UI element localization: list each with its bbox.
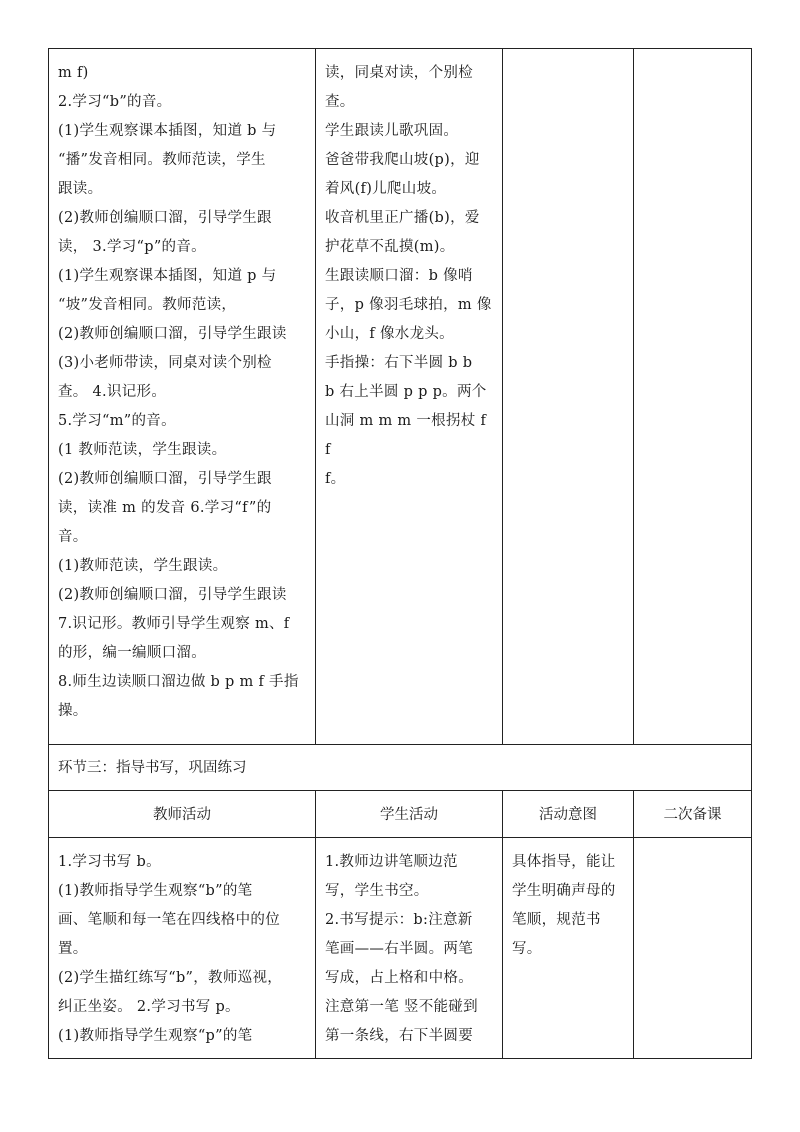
text-line: “坡”发音相同。教师范读， bbox=[58, 297, 237, 313]
text-line: 的形，编一编顺口溜。 bbox=[58, 645, 206, 661]
text-line: (2)学生描红练写“b”，教师巡视， bbox=[58, 970, 283, 986]
text-line: 读，同桌对读，个别检 bbox=[325, 65, 473, 81]
header-student-activity bbox=[315, 790, 503, 838]
header-student-label: 学生活动 bbox=[380, 807, 438, 823]
text-line: 置。 bbox=[58, 941, 88, 957]
text-line: 画、笔顺和每一笔在四线格中的位 bbox=[58, 912, 280, 928]
text-line: f。 bbox=[325, 471, 346, 487]
text-line: 读，读准 m 的发音 6.学习“f”的 bbox=[58, 500, 272, 516]
text-line: 学生跟读儿歌巩固。 bbox=[325, 123, 459, 139]
text-line: 护花草不乱摸(m)。 bbox=[325, 239, 455, 255]
text-line: 2.学习“b”的音。 bbox=[58, 94, 172, 110]
text-line: 子，p 像羽毛球拍，m 像 bbox=[325, 297, 492, 313]
text-line: (1)学生观察课本插图，知道 p 与 bbox=[58, 268, 277, 284]
text-line: (1)学生观察课本插图，知道 b 与 bbox=[58, 123, 277, 139]
header-teacher-activity bbox=[48, 790, 316, 838]
text-line: 写，学生书空。 bbox=[325, 883, 429, 899]
text-line: 笔画——右半圆。两笔 bbox=[325, 941, 473, 957]
teacher-activity-text bbox=[49, 49, 315, 726]
text-line: 写成，占上格和中格。 bbox=[325, 970, 473, 986]
text-line: 第一条线，右下半圆要 bbox=[325, 1028, 473, 1044]
activity-intent-body bbox=[503, 838, 633, 964]
text-line: 7.识记形。教师引导学生观察 m、f bbox=[58, 616, 290, 632]
text-line: 学生明确声母的 bbox=[512, 883, 616, 899]
text-line: 山洞 m m m 一根拐杖 f f bbox=[325, 413, 487, 458]
teacher-activity-body bbox=[49, 838, 315, 1051]
student-activity-cell bbox=[315, 837, 503, 1059]
text-line: 注意第一笔 竖不能碰到 bbox=[325, 999, 478, 1015]
text-line: 操。 bbox=[58, 703, 88, 719]
text-line: 笔顺，规范书 bbox=[512, 912, 601, 928]
student-activity-text bbox=[316, 49, 502, 494]
text-line: 查。 bbox=[325, 94, 355, 110]
text-line: 手指操：右下半圆 b b bbox=[325, 355, 473, 371]
text-line: (3)小老师带读，同桌对读个别检 bbox=[58, 355, 272, 371]
text-line: (1)教师指导学生观察“p”的笔 bbox=[58, 1028, 253, 1044]
text-line: 查。 4.识记形。 bbox=[58, 384, 167, 400]
second-prep-cell-continued bbox=[633, 48, 752, 745]
text-line: 1.教师边讲笔顺边范 bbox=[325, 854, 458, 870]
text-line: (1)教师指导学生观察“b”的笔 bbox=[58, 883, 253, 899]
text-line: “播”发音相同。教师范读，学生 bbox=[58, 152, 266, 168]
activity-intent-cell-continued bbox=[502, 48, 634, 745]
text-line: (2)教师创编顺口溜，引导学生跟读 bbox=[58, 587, 287, 603]
text-line: 生跟读顺口溜：b 像哨 bbox=[325, 268, 473, 284]
text-line: 写。 bbox=[512, 941, 542, 957]
header-second-label: 二次备课 bbox=[663, 807, 722, 823]
text-line: 5.学习“m”的音。 bbox=[58, 413, 176, 429]
second-prep-cell bbox=[633, 837, 752, 1059]
text-line: m f) bbox=[58, 65, 89, 81]
header-intent-label: 活动意图 bbox=[539, 807, 597, 823]
text-line: 着风(f)儿爬山坡。 bbox=[325, 181, 447, 197]
text-line: b 右上半圆 p p p。两个 bbox=[325, 384, 487, 400]
text-line: (2)教师创编顺口溜，引导学生跟 bbox=[58, 210, 272, 226]
text-line: 2.书写提示：b:注意新 bbox=[325, 912, 473, 928]
text-line: 具体指导，能让 bbox=[512, 854, 616, 870]
activity-intent-cell bbox=[502, 837, 634, 1059]
header-second-prep bbox=[633, 790, 752, 838]
text-line: 爸爸带我爬山坡(p)，迎 bbox=[325, 152, 480, 168]
text-line: 跟读。 bbox=[58, 181, 103, 197]
student-activity-body bbox=[316, 838, 502, 1051]
text-line: 读， 3.学习“p”的音。 bbox=[58, 239, 206, 255]
text-line: 1.学习书写 b。 bbox=[58, 854, 161, 870]
text-line: 纠正坐姿。 2.学习书写 p。 bbox=[58, 999, 240, 1015]
text-line: (2)教师创编顺口溜，引导学生跟 bbox=[58, 471, 272, 487]
header-teacher-label: 教师活动 bbox=[153, 807, 211, 823]
teacher-activity-cell bbox=[48, 837, 316, 1059]
section-title: 环节三：指导书写，巩固练习 bbox=[58, 760, 247, 776]
teacher-activity-cell-continued bbox=[48, 48, 316, 745]
text-line: 8.师生边读顺口溜边做 b p m f 手指 bbox=[58, 674, 299, 690]
section-title-row bbox=[48, 744, 752, 791]
text-line: 小山，f 像水龙头。 bbox=[325, 326, 454, 342]
text-line: (1)教师范读，学生跟读。 bbox=[58, 558, 228, 574]
text-line: 收音机里正广播(b)，爱 bbox=[325, 210, 480, 226]
header-activity-intent bbox=[502, 790, 634, 838]
text-line: (1 教师范读，学生跟读。 bbox=[58, 442, 227, 458]
text-line: 音。 bbox=[58, 529, 88, 545]
text-line: (2)教师创编顺口溜，引导学生跟读 bbox=[58, 326, 287, 342]
student-activity-cell-continued bbox=[315, 48, 503, 745]
